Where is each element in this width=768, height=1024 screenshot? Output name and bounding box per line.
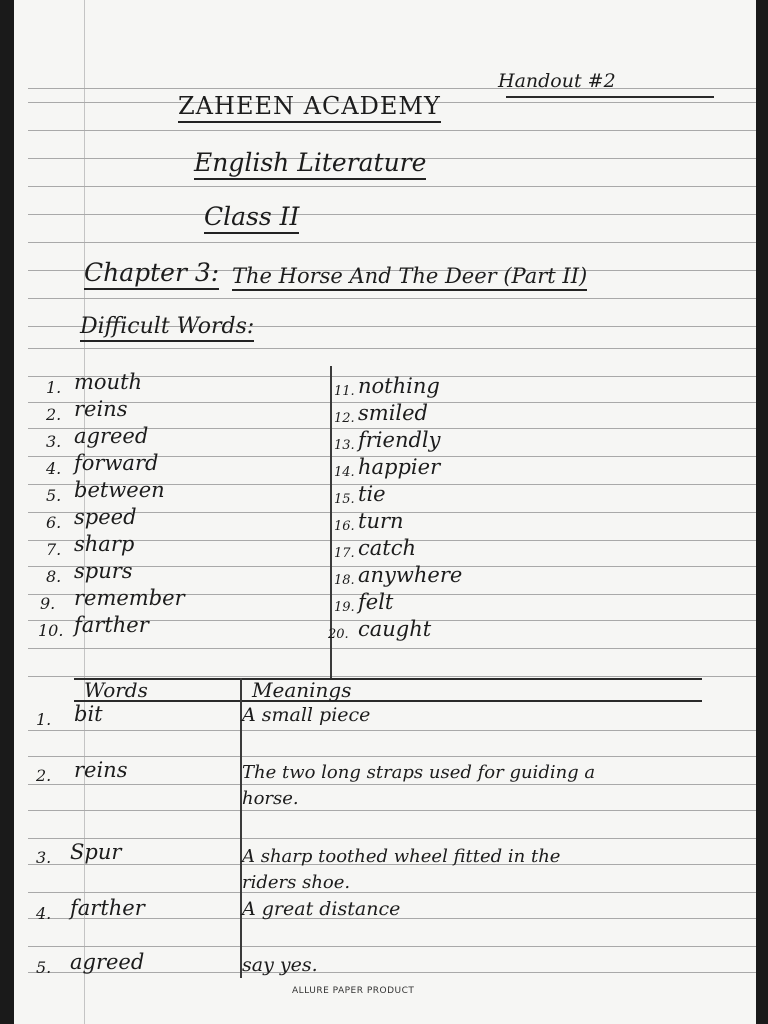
rule-line xyxy=(28,676,756,677)
word-number: 8. xyxy=(46,567,62,586)
class-title: Class II xyxy=(204,202,299,234)
rule-line xyxy=(28,730,756,731)
difficult-word: caught xyxy=(358,617,432,641)
meaning-row-number: 4. xyxy=(36,904,52,923)
difficult-word: between xyxy=(74,478,165,502)
academy-title: ZAHEEN ACADEMY xyxy=(178,92,441,123)
word-number: 16. xyxy=(334,519,355,534)
word-number: 3. xyxy=(46,432,62,451)
meaning-word: bit xyxy=(74,702,103,726)
meaning-text: The two long straps used for guiding a xyxy=(242,762,596,783)
word-number: 1. xyxy=(46,378,62,397)
meaning-text: say yes. xyxy=(242,954,318,976)
rule-line xyxy=(28,648,756,649)
rule-line xyxy=(28,892,756,893)
difficult-word: spurs xyxy=(74,559,133,583)
words-column-header: Words xyxy=(84,678,148,702)
handout-label: Handout #2 xyxy=(498,70,616,92)
meaning-text: A small piece xyxy=(242,704,371,726)
difficult-word: mouth xyxy=(74,370,143,394)
rule-line xyxy=(28,242,756,243)
meaning-row-number: 2. xyxy=(36,766,52,785)
rule-line xyxy=(28,348,756,349)
word-number: 6. xyxy=(46,513,62,532)
rule-line xyxy=(28,946,756,947)
difficult-word: anywhere xyxy=(358,563,463,587)
meaning-text-continued: horse. xyxy=(242,788,299,809)
word-number: 11. xyxy=(334,384,355,399)
notebook-page xyxy=(14,0,756,1024)
difficult-word: speed xyxy=(74,505,137,529)
word-number: 18. xyxy=(334,573,355,588)
meaning-text-continued: riders shoe. xyxy=(242,872,351,893)
meanings-table-top-border xyxy=(74,678,702,680)
difficult-word: friendly xyxy=(358,428,441,452)
difficult-word: forward xyxy=(74,451,159,475)
subject-title: English Literature xyxy=(194,148,426,180)
rule-line xyxy=(28,88,756,89)
rule-line xyxy=(28,838,756,839)
difficult-word: happier xyxy=(358,455,441,479)
chapter-prefix: Chapter 3: xyxy=(84,258,219,290)
meaning-word: reins xyxy=(74,758,128,782)
word-number: 20. xyxy=(328,627,349,642)
difficult-word: remember xyxy=(74,586,185,610)
rule-line xyxy=(28,298,756,299)
meaning-text: A great distance xyxy=(242,898,401,920)
meaning-row-number: 1. xyxy=(36,710,52,729)
paper-brand-footer: ALLURE PAPER PRODUCT xyxy=(292,986,415,996)
meanings-header-underline xyxy=(74,700,702,702)
meanings-column-header: Meanings xyxy=(252,678,352,702)
difficult-word: farther xyxy=(74,613,149,637)
meaning-word: Spur xyxy=(70,840,122,864)
handout-underline xyxy=(506,96,714,98)
difficult-words-heading: Difficult Words: xyxy=(80,314,254,342)
difficult-word: felt xyxy=(358,590,394,614)
word-number: 13. xyxy=(334,438,355,453)
word-number: 7. xyxy=(46,540,62,559)
rule-line xyxy=(28,784,756,785)
word-number: 15. xyxy=(334,492,355,507)
meaning-word: agreed xyxy=(70,950,145,974)
difficult-word: catch xyxy=(358,536,417,560)
word-number: 9. xyxy=(40,594,56,613)
rule-line xyxy=(28,186,756,187)
word-number: 17. xyxy=(334,546,355,561)
word-number: 10. xyxy=(38,621,64,640)
word-number: 2. xyxy=(46,405,62,424)
rule-line xyxy=(28,130,756,131)
difficult-word: agreed xyxy=(74,424,149,448)
difficult-word: tie xyxy=(358,482,386,506)
meaning-word: farther xyxy=(70,896,145,920)
rule-line xyxy=(28,214,756,215)
difficult-word: reins xyxy=(74,397,128,421)
word-number: 4. xyxy=(46,459,62,478)
word-number: 14. xyxy=(334,465,355,480)
meaning-row-number: 5. xyxy=(36,958,52,977)
word-number: 12. xyxy=(334,411,355,426)
word-number: 19. xyxy=(334,600,355,615)
word-number: 5. xyxy=(46,486,62,505)
rule-line xyxy=(28,756,756,757)
meaning-text: A sharp toothed wheel fitted in the xyxy=(242,846,561,867)
difficult-word: turn xyxy=(358,509,404,533)
difficult-word: smiled xyxy=(358,401,428,425)
rule-line xyxy=(28,810,756,811)
difficult-word: sharp xyxy=(74,532,135,556)
meaning-row-number: 3. xyxy=(36,848,52,867)
chapter-title: The Horse And The Deer (Part II) xyxy=(232,264,587,291)
difficult-word: nothing xyxy=(358,374,440,398)
